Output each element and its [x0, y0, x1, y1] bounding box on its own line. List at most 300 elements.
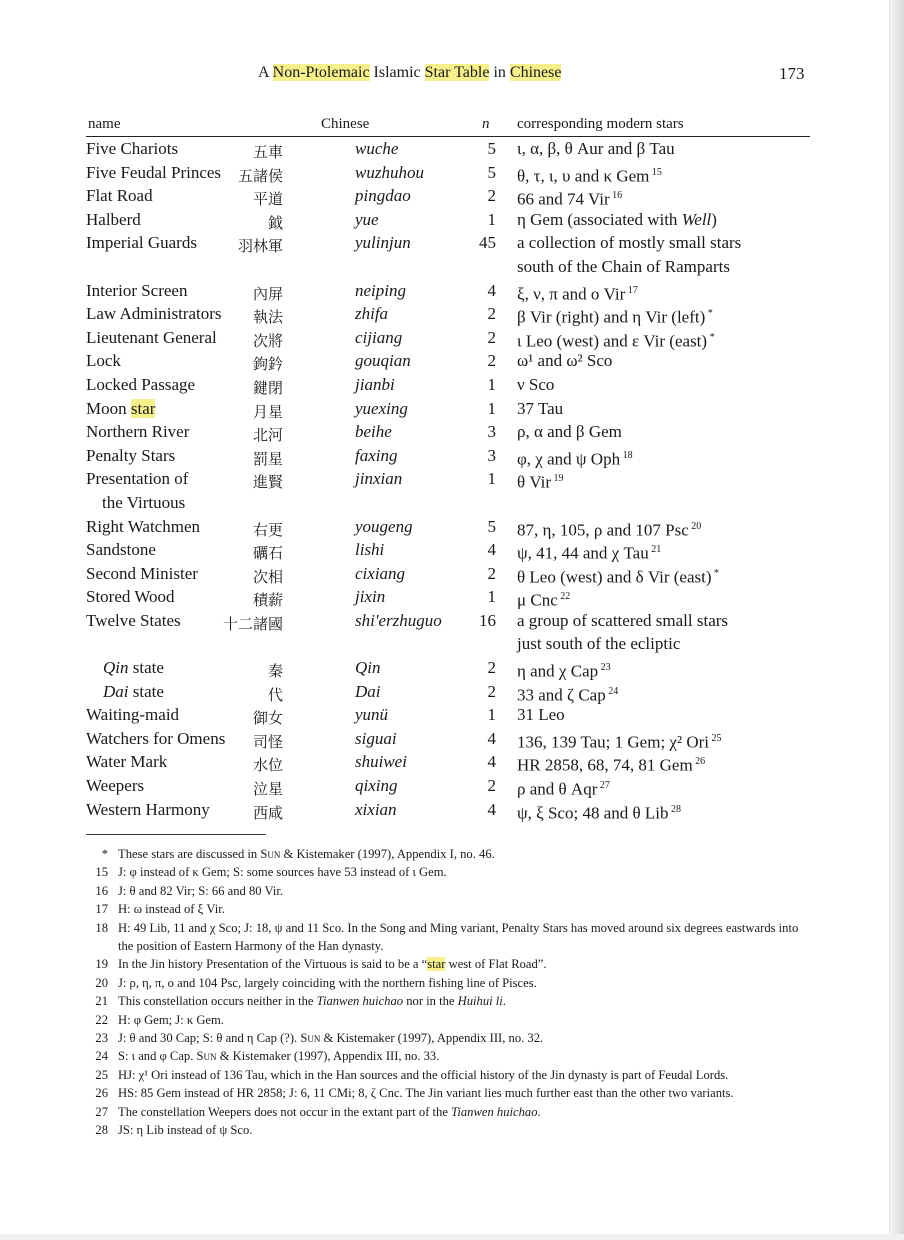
star-name [86, 705, 179, 725]
star-count: 1 [487, 209, 496, 229]
star-name [86, 752, 167, 772]
star-name-text: Five Chariots [86, 139, 179, 158]
modern-stars [517, 349, 612, 373]
table-row [86, 373, 810, 397]
footnote-number: 17 [95, 902, 108, 917]
footnote-text [118, 919, 816, 956]
star-name-text: Right Watchmen [86, 516, 200, 536]
chinese-characters: 次將 [252, 331, 283, 350]
modern-stars-text: 136, 139 Tau; 1 Gem; χ² Ori [517, 732, 709, 752]
pinyin: wuche [355, 139, 399, 158]
modern-stars-text: ξ, ν, π and ο Vir [517, 284, 626, 304]
table-row [86, 444, 810, 468]
footnote-ref: 19 [551, 473, 564, 485]
chinese-characters: 右更 [252, 520, 283, 539]
chinese-characters: 內屏 [252, 284, 283, 303]
table-body [86, 137, 810, 821]
star-name-italic: Dai [103, 681, 129, 701]
title-part: A [258, 64, 273, 81]
footnote-segment: . [502, 994, 506, 1009]
footnote-segment: star [427, 957, 446, 972]
star-name-text: Five Feudal Princes [86, 162, 222, 182]
footnote-segment: J: θ and 30 Cap; S: θ and η Cap (?). [118, 1031, 301, 1046]
footnote-text [118, 845, 816, 863]
footnote-segment: J: φ instead of κ Gem; S: some sources have 53 instead of ι Gem. [118, 865, 447, 880]
chinese-characters: 代 [267, 685, 283, 704]
star-name-text: Presentation of [86, 469, 189, 489]
pinyin: shi'erzhuguo [355, 610, 442, 630]
modern-stars-line2: just south of the ecliptic [517, 634, 681, 654]
chinese-characters: 十二諸國 [222, 614, 283, 633]
modern-stars-text: θ Leo (west) and δ Vir (east) [517, 567, 712, 587]
asterisk-ref: * [711, 567, 720, 579]
star-name-text: Watchers for Omens [86, 728, 226, 748]
title-part-highlighted: Star Table [424, 64, 490, 81]
star-name-text: state [128, 658, 164, 678]
title-part-highlighted: Non-Ptolemaic [272, 64, 370, 81]
star-count: 2 [487, 681, 496, 701]
star-count: 2 [487, 351, 496, 371]
chinese-characters: 平道 [252, 190, 283, 209]
title-part-highlighted: Chinese [509, 64, 562, 81]
footnote-segment: H: ω instead of ξ Vir. [118, 902, 225, 917]
modern-stars-text: η and χ Cap [517, 661, 599, 681]
star-name [86, 186, 153, 206]
footnote-number: 16 [95, 883, 108, 898]
footnote-segment: The constellation Weepers does not occur in the extant part of the [118, 1104, 452, 1119]
modern-stars-text: θ Vir [517, 472, 552, 492]
footnote [86, 1066, 816, 1084]
header-name: name [88, 116, 121, 132]
modern-stars-text: ι, α, β, θ Aur and β Tau [517, 139, 675, 158]
footnote-segment: Sun [300, 1031, 321, 1046]
table-row [86, 656, 810, 680]
pinyin: jinxian [355, 469, 403, 489]
star-count: 5 [487, 516, 496, 536]
star-name [86, 564, 198, 584]
footnote-segment: H: 49 Lib, 11 and χ Sco; J: 18, ψ and 11 Sco. In the Song and Ming variant, Penalty Stars has moved around six degrees eastwards into the position of Eastern Harmony of the Han dynasty. [118, 920, 799, 954]
footnote [86, 845, 816, 863]
pinyin: pingdao [355, 186, 411, 206]
footnote-text [118, 974, 816, 992]
chinese-characters: 司怪 [252, 732, 283, 751]
footnote-segment: HS: 85 Gem instead of HR 2858; J: 6, 11 CMi; 8, ζ Cnc. The Jin variant lies much further east than the other two variants. [118, 1086, 734, 1101]
footnote-number: 23 [95, 1031, 108, 1046]
star-table [86, 114, 810, 821]
modern-stars-text: 37 Tau [517, 398, 564, 418]
footnote [86, 1103, 816, 1121]
star-name-text: Moon [86, 398, 131, 418]
footnote-number: 24 [95, 1049, 108, 1064]
star-count: 4 [487, 752, 496, 772]
star-count: 1 [487, 374, 496, 394]
star-name-text: Northern River [86, 422, 190, 442]
star-name-text: Lieutenant General [86, 327, 217, 347]
footnote-segment: This constellation occurs neither in the [118, 994, 317, 1009]
star-name [86, 139, 178, 159]
modern-stars-text: φ, χ and ψ Oph [517, 449, 621, 469]
scan-bottom-edge [0, 1234, 904, 1240]
chinese-characters: 次相 [252, 567, 283, 586]
asterisk-ref: * [707, 331, 715, 343]
footnote-text [118, 863, 816, 881]
table-row [86, 562, 810, 586]
table-row [86, 727, 810, 751]
footnote-segment: In the Jin history Presentation of the Virtuous is said to be a “ [118, 957, 428, 972]
star-name [86, 210, 141, 230]
star-count: 45 [479, 233, 496, 253]
footnote-segment: HJ: χ¹ Ori instead of 136 Tau, which in the Han sources and the official history of the Jin dynasty is part of Feudal Lords. [118, 1067, 729, 1082]
star-name [86, 800, 210, 820]
footnote-number: 22 [95, 1012, 108, 1027]
running-header [0, 64, 904, 88]
star-name [86, 587, 175, 607]
footnote [86, 863, 816, 881]
footnote-ref: 28 [668, 803, 681, 815]
footnote-rule [86, 834, 266, 835]
chinese-characters: 執法 [252, 308, 283, 327]
footnote-text [118, 882, 816, 900]
star-count: 4 [487, 799, 496, 819]
star-name [86, 375, 195, 395]
footnote-ref: 15 [649, 166, 662, 178]
star-name [103, 682, 164, 702]
star-name-text: Weepers [86, 776, 145, 796]
table-row [86, 538, 810, 562]
pinyin: gouqian [355, 351, 411, 371]
footnote [86, 1011, 816, 1029]
star-name [86, 422, 189, 442]
chinese-characters: 御女 [252, 709, 283, 728]
star-count: 1 [487, 705, 496, 725]
footnote [86, 1121, 816, 1139]
footnote-segment: . [537, 1104, 541, 1119]
table-row [86, 798, 810, 822]
footnote [86, 955, 816, 973]
table-row [86, 302, 810, 326]
star-name [103, 658, 164, 678]
footnote-ref: 25 [708, 732, 722, 744]
modern-stars-text: HR 2858, 68, 74, 81 Gem [517, 756, 693, 776]
footnote [86, 1029, 816, 1047]
star-count: 4 [487, 540, 496, 560]
footnote-ref: 18 [620, 449, 633, 461]
footnote-ref: 20 [688, 520, 702, 532]
chinese-characters: 羽林軍 [237, 237, 283, 256]
modern-stars [517, 137, 675, 161]
header-n: n [482, 116, 490, 132]
table-row [86, 680, 810, 704]
modern-stars-text: ρ and θ Aqr [517, 779, 598, 799]
star-name [86, 328, 217, 348]
modern-stars [517, 373, 554, 397]
title-part: Islamic [369, 64, 425, 81]
footnote-segment: S: ι and φ Cap. [118, 1049, 197, 1064]
chinese-characters: 月星 [252, 402, 283, 421]
footnote [86, 919, 816, 956]
footnote-segment: JS: η Lib instead of ψ Sco. [118, 1123, 253, 1138]
modern-stars-text: θ, τ, ι, υ and κ Gem [517, 166, 650, 186]
star-name [86, 399, 155, 419]
table-row [86, 161, 810, 185]
footnote-segment: nor in the [403, 994, 458, 1009]
pinyin: qixing [355, 776, 398, 796]
pinyin: yue [355, 209, 379, 229]
chinese-characters: 泣星 [252, 780, 283, 799]
chinese-characters: 五諸侯 [237, 166, 283, 185]
footnote-segment: Tianwen huichao [451, 1104, 538, 1119]
star-name-text: Stored Wood [86, 587, 175, 607]
footnote-text [118, 1084, 816, 1102]
star-name [86, 611, 181, 631]
modern-stars-text: 31 Leo [517, 705, 565, 725]
chinese-characters: 五車 [252, 143, 283, 161]
pinyin: yulinjun [355, 233, 411, 253]
chinese-characters: 罰星 [252, 449, 283, 468]
footnote-text [118, 1047, 816, 1065]
footnote-segment: Huihui li [457, 994, 503, 1009]
chinese-characters: 西咸 [252, 803, 283, 822]
footnote [86, 992, 816, 1010]
table-row [86, 420, 810, 444]
star-name [86, 729, 225, 749]
footnote-ref: 21 [648, 544, 662, 556]
pinyin: yougeng [355, 516, 413, 536]
star-count: 2 [487, 776, 496, 796]
footnote-number: 18 [95, 920, 108, 935]
chinese-characters: 水位 [252, 756, 283, 775]
star-name [86, 233, 197, 253]
star-count: 3 [487, 422, 496, 442]
footnote-ref: 26 [692, 756, 706, 768]
star-name-text: Western Harmony [86, 799, 210, 819]
footnote-text [118, 992, 816, 1010]
star-count: 1 [487, 587, 496, 607]
modern-stars [517, 798, 681, 825]
footnote-ref: 24 [605, 685, 619, 697]
modern-stars-text: 87, η, 105, ρ and 107 Psc [517, 520, 689, 540]
pinyin: Dai [355, 681, 381, 701]
pinyin: jixin [355, 587, 386, 607]
footnote-ref: 17 [625, 284, 638, 296]
table-row [86, 137, 810, 161]
table-row [86, 279, 810, 303]
chinese-characters: 積薪 [252, 591, 283, 610]
footnote-segment: Sun [260, 847, 281, 861]
star-count: 2 [487, 186, 496, 206]
footnote-text [118, 1011, 816, 1029]
modern-stars-text: ρ, α and β Gem [517, 422, 622, 442]
star-name-highlighted: star [130, 398, 156, 418]
modern-stars-text: η Gem (associated with [517, 209, 682, 229]
footnote-text [118, 900, 816, 918]
pinyin: cixiang [355, 563, 406, 583]
star-name-text: Lock [86, 351, 121, 371]
table-row [86, 184, 810, 208]
star-count: 2 [487, 563, 496, 583]
footnote-text [118, 1103, 816, 1121]
footnote-segment: H: φ Gem; J: κ Gem. [118, 1012, 224, 1027]
chinese-characters: 鍵閉 [252, 378, 283, 397]
pinyin: neiping [355, 280, 406, 300]
pinyin: shuiwei [355, 752, 407, 772]
pinyin: jianbi [355, 374, 395, 394]
footnote-text [118, 1029, 816, 1047]
footnote-number: 19 [95, 957, 108, 972]
footnote-number: 15 [95, 865, 108, 880]
footnote-number: 20 [95, 975, 108, 990]
table-row [86, 585, 810, 609]
footnote-text [118, 955, 816, 973]
footnote-segment: west of Flat Road”. [445, 957, 547, 972]
star-count: 5 [487, 162, 496, 182]
table-row [86, 326, 810, 350]
star-name-line2: the Virtuous [102, 492, 186, 512]
table-row [86, 774, 810, 798]
footnote-ref: 16 [609, 190, 623, 202]
footnote-segment: Sun [196, 1049, 217, 1064]
footnote-ref: 27 [597, 780, 610, 792]
table-row [86, 208, 810, 232]
page-number: 173 [779, 64, 805, 83]
footnote-number: 27 [95, 1104, 108, 1119]
modern-stars [517, 231, 741, 278]
star-name-text: Twelve States [86, 610, 181, 630]
footnote-text [118, 1066, 816, 1084]
modern-stars-text: β Vir (right) and η Vir (left) [517, 307, 706, 327]
footnote [86, 900, 816, 918]
modern-stars-text: ν Sco [517, 374, 555, 394]
modern-stars [517, 397, 563, 421]
footnote-segment: & Kistemaker (1997), Appendix III, no. 32. [320, 1031, 544, 1046]
footnote-ref: 23 [598, 662, 611, 674]
star-name-text: Penalty Stars [86, 445, 176, 465]
scan-page-edge [889, 0, 904, 1240]
footnote-number: 25 [95, 1067, 108, 1082]
star-name [86, 281, 187, 301]
star-name-text: Flat Road [86, 186, 153, 206]
star-name-text: Water Mark [86, 752, 168, 772]
star-count: 4 [487, 280, 496, 300]
modern-stars-text: ψ, 41, 44 and χ Tau [517, 543, 649, 563]
star-count: 1 [487, 398, 496, 418]
pinyin: faxing [355, 445, 398, 465]
star-name [86, 163, 221, 183]
star-name-italic: Qin [103, 658, 129, 678]
modern-stars-italic: Well [681, 209, 712, 229]
chinese-characters: 鉤鈐 [252, 355, 283, 374]
pinyin: beihe [355, 422, 392, 442]
modern-stars-text: ι Leo (west) and ε Vir (east) [517, 331, 708, 351]
star-count: 1 [487, 469, 496, 489]
footnote-segment: & Kistemaker (1997), Appendix III, no. 33. [216, 1049, 440, 1064]
footnote-number: * [101, 847, 108, 861]
star-count: 2 [487, 327, 496, 347]
table-row [86, 397, 810, 421]
footnote-number: 26 [95, 1086, 108, 1101]
star-name [86, 517, 200, 537]
pinyin: zhifa [355, 304, 389, 324]
header-chinese: Chinese [321, 116, 370, 132]
pinyin: yunü [355, 705, 389, 725]
star-name [86, 540, 156, 560]
pinyin: Qin [355, 658, 381, 678]
star-count: 3 [487, 445, 496, 465]
modern-stars [517, 703, 565, 727]
star-name-text: Halberd [86, 209, 141, 229]
chinese-characters: 鉞 [267, 213, 283, 232]
modern-stars-tail: ) [711, 209, 717, 229]
star-count: 2 [487, 304, 496, 324]
modern-stars [517, 208, 717, 232]
pinyin: yuexing [355, 398, 408, 418]
pinyin: lishi [355, 540, 385, 560]
modern-stars [517, 609, 728, 656]
footnote [86, 882, 816, 900]
star-name [86, 304, 222, 324]
footnote [86, 1047, 816, 1065]
header-modern-stars: corresponding modern stars [517, 116, 684, 132]
modern-stars [517, 420, 622, 444]
table-row [86, 609, 810, 656]
pinyin: xixian [355, 799, 397, 819]
chinese-characters: 礪石 [252, 544, 283, 563]
modern-stars-text: 33 and ζ Cap [517, 685, 606, 705]
modern-stars-text: ψ, ξ Sco; 48 and θ Lib [517, 803, 669, 823]
asterisk-ref: * [705, 308, 713, 320]
footnote-segment: J: θ and 82 Vir; S: 66 and 80 Vir. [118, 883, 283, 898]
modern-stars-text: a group of scattered small stars [517, 610, 729, 630]
footnote-segment: J: ρ, η, π, ο and 104 Psc, largely coinciding with the northern fishing line of Pisces. [118, 975, 537, 990]
footnote-ref: 22 [557, 591, 571, 603]
chinese-characters: 北河 [252, 426, 283, 445]
star-name [86, 776, 144, 796]
star-count: 4 [487, 728, 496, 748]
table-row [86, 703, 810, 727]
star-name-text: Locked Passage [86, 374, 196, 394]
pinyin: siguai [355, 728, 397, 748]
footnotes [86, 845, 816, 1140]
modern-stars-text: ω¹ and ω² Sco [517, 351, 613, 371]
footnote-number: 21 [95, 994, 108, 1009]
modern-stars [517, 467, 564, 494]
star-name-text: state [128, 681, 164, 701]
table-row [86, 515, 810, 539]
table-row [86, 349, 810, 373]
pinyin: cijiang [355, 327, 403, 347]
chinese-characters: 秦 [267, 662, 283, 681]
table-row [86, 467, 810, 514]
star-name-text: Sandstone [86, 540, 156, 560]
pinyin: wuzhuhou [355, 162, 424, 182]
star-count: 5 [487, 139, 496, 158]
star-name-text: Imperial Guards [86, 233, 197, 253]
table-header [86, 114, 810, 137]
star-name-text: Interior Screen [86, 280, 188, 300]
running-title [258, 64, 561, 82]
star-count: 16 [479, 610, 496, 630]
footnote-number: 28 [95, 1123, 108, 1138]
star-name-text: Law Administrators [86, 304, 222, 324]
footnote [86, 1084, 816, 1102]
star-name [86, 351, 121, 371]
footnote-segment: These stars are discussed in [118, 847, 261, 861]
footnote-text [118, 1121, 816, 1139]
star-name-text: Second Minister [86, 563, 198, 583]
footnote [86, 974, 816, 992]
footnote-segment: Tianwen huichao [316, 994, 404, 1009]
chinese-characters: 進賢 [252, 473, 283, 492]
